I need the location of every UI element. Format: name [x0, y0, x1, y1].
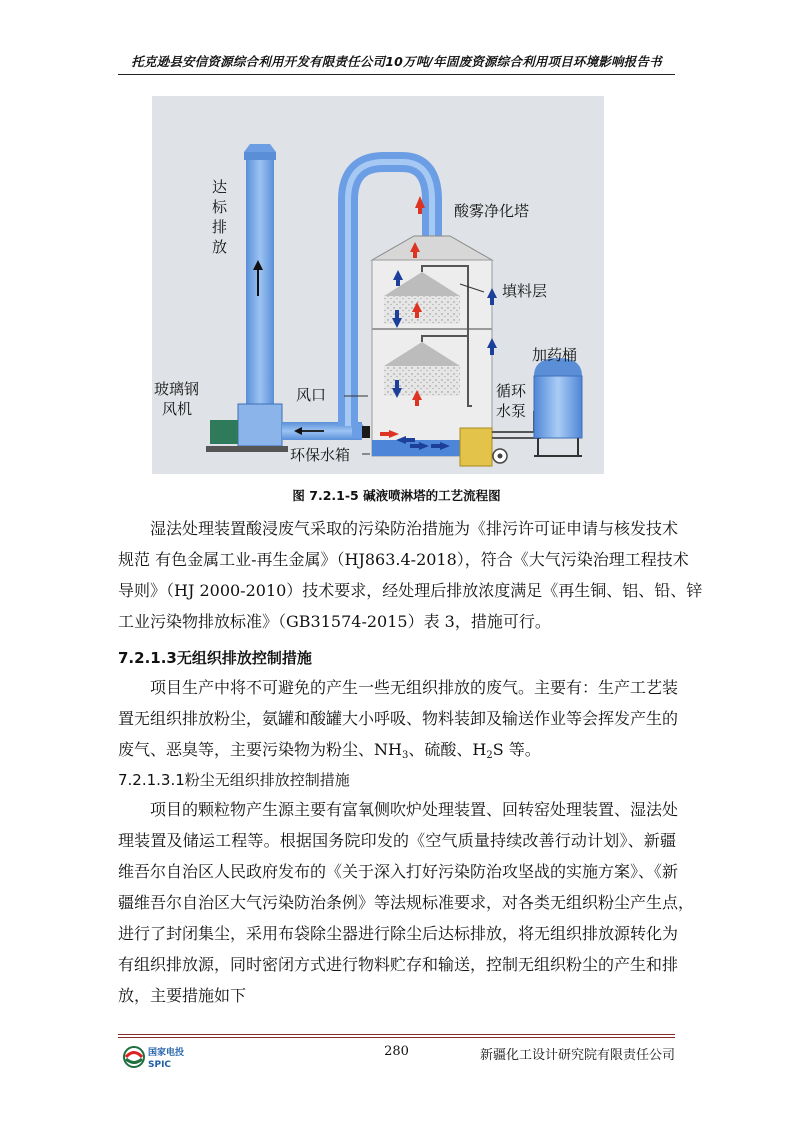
section-heading: 7.2.1.3无组织排放控制措施 [118, 649, 312, 667]
label-tower: 酸雾净化塔 [454, 202, 530, 220]
para3-line: 进行了封闭集尘，采用布袋除尘器进行除尘后达标排放，将无组织排放源转化为 [118, 924, 679, 943]
page-number: 280 [384, 1044, 409, 1059]
label-tank: 环保水箱 [290, 446, 351, 464]
footer-divider [118, 1037, 675, 1038]
header-divider [118, 74, 675, 75]
para2-line: 项目生产中将不可避免的产生一些无组织排放的废气。主要有：生产工艺装 [150, 678, 679, 697]
subscript: 3 [401, 750, 409, 761]
subscript: 2 [486, 750, 493, 761]
para3-line: 维吾尔自治区人民政府发布的《关于深入打好污染防治攻坚战的实施方案》、《新 [118, 862, 679, 881]
para1-line: 规范 有色金属工业-再生金属》（HJ863.4-2018），符合《大气污染治理工程技术 [118, 550, 689, 569]
label-fan-2: 风机 [162, 400, 193, 418]
svg-text:国家电投: 国家电投 [148, 1048, 185, 1058]
footer-divider [118, 1034, 675, 1035]
para3-line: 疆维吾尔自治区大气污染防治条例》等法规标准要求，对各类无组织粉尘产生点， [118, 893, 695, 912]
label-chimney-1: 达 [212, 178, 228, 196]
para2-text: 、硫酸、H [408, 740, 487, 759]
label-pump-1: 循环 [496, 382, 527, 400]
subsection-heading: 7.2.1.3.1粉尘无组织排放控制措施 [118, 771, 350, 789]
process-flow-diagram [152, 96, 604, 474]
para3-line: 放，主要措施如下 [118, 986, 247, 1005]
svg-text:SPIC: SPIC [148, 1060, 172, 1070]
chimney-stack [244, 144, 276, 404]
label-chimney-2: 标 [212, 198, 228, 216]
para3-line: 理装置及储运工程等。根据国务院印发的《空气质量持续改善行动计划》、新疆 [118, 831, 676, 850]
label-chimney-3: 排 [212, 218, 228, 236]
para2-line [118, 734, 676, 771]
label-dosing: 加药桶 [532, 346, 578, 364]
paragraph-dust-sources [118, 794, 695, 1011]
para1-line: 导则》（HJ 2000-2010）技术要求，经处理后排放浓度满足《再生铜、铝、铅、锌 [118, 581, 703, 600]
label-fan-1: 玻璃钢 [154, 380, 200, 398]
footer-organization: 新疆化工设计研究院有限责任公司 [479, 1048, 675, 1063]
para2-text: 废气、恶臭等，主要污染物为粉尘、NH [118, 740, 402, 759]
figure-caption: 图 7.2.1-5 碱液喷淋塔的工艺流程图 [292, 488, 501, 503]
para3-line: 有组织排放源，同时密闭方式进行物料贮存和输送，控制无组织粉尘的产生和排 [118, 955, 679, 974]
label-chimney-4: 放 [212, 238, 228, 256]
para2-text: S 等。 [492, 740, 541, 759]
paragraph-wet-process [118, 513, 703, 637]
label-port: 风口 [296, 386, 327, 404]
paragraph-fugitive-intro [118, 672, 679, 771]
para1-line: 工业污染物排放标准》（GB31574-2015）表 3，措施可行。 [118, 612, 551, 631]
para1-line: 湿法处理装置酸浸废气采取的污染防治措施为《排污许可证申请与核发技术 [150, 519, 679, 538]
label-pump-2: 水泵 [496, 402, 527, 420]
para2-line: 置无组织排放粉尘，氨罐和酸罐大小呼吸、物料装卸及输送作业等会挥发产生的 [118, 709, 679, 728]
label-packing: 填料层 [502, 282, 548, 300]
page-header-title: 托克逊县安信资源综合利用开发有限责任公司10万吨/年固废资源综合利用项目环境影响报告书 [131, 54, 662, 69]
para3-line: 项目的颗粒物产生源主要有富氧侧吹炉处理装置、回转窑处理装置、湿法处 [150, 800, 679, 819]
